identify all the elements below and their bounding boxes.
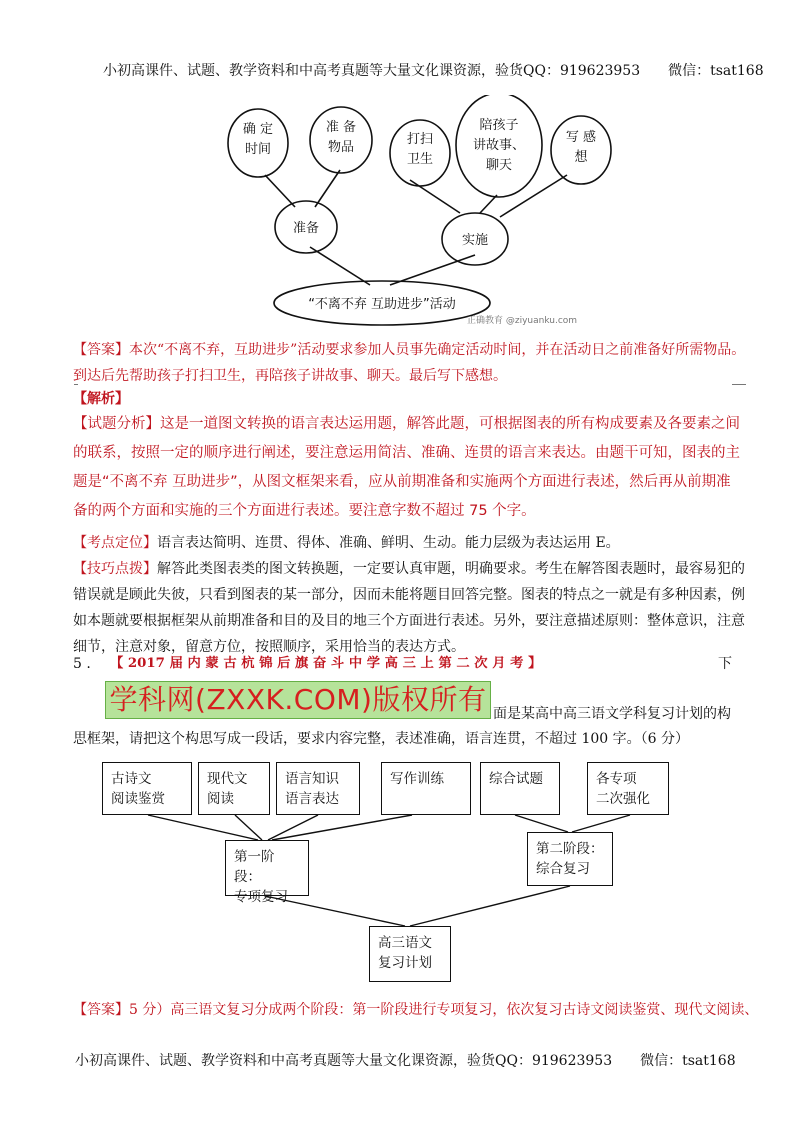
link-stage2-root (410, 886, 570, 926)
answer2-block (73, 997, 758, 1023)
box-text: 复习计划 (378, 955, 432, 971)
leaf-story-line2: 讲故事、 (472, 138, 526, 153)
answer2-tag: 【答案】 (73, 1002, 129, 1018)
analysis-line: 的联系，按照一定的顺序进行阐述，要注意运用简洁、准确、连贯的语言来表达。由题干可知，图表的主 (73, 445, 740, 461)
q5-number: 5 . (73, 656, 91, 672)
leaf-time-line2: 时间 (244, 142, 272, 157)
prepare-label: 准备 (292, 221, 320, 236)
root-activity-label: “不离不弃 互助进步”活动 (308, 297, 456, 312)
box-text: 第一阶段： (234, 849, 275, 885)
link-comprehensive-stage2 (515, 815, 568, 832)
link-special-stage2 (572, 815, 630, 832)
box-special-reinforce (587, 762, 669, 815)
leaf-items-line1: 准 备 (325, 120, 357, 135)
q5-line1: 面是某高中高三语文学科复习计划的构 (493, 706, 731, 722)
leaf-thoughts-line2: 想 (574, 150, 588, 165)
box-text: 现代文 (207, 771, 248, 787)
box-text: 古诗文 (111, 771, 152, 787)
box-review-plan-root (369, 926, 451, 982)
box-text: 写作训练 (390, 771, 444, 787)
analysis-line: 【试题分析】这是一道图文转换的语言表达运用题，解答此题，可根据图表的所有构成要素及各要素之间 (73, 416, 740, 432)
page-header: 小初高课件、试题、教学资料和中高考真题等大量文化课资源，验货QQ：919623953 微信：tsat168 (103, 63, 764, 79)
box-stage1 (225, 840, 309, 905)
q5-down: 下 (718, 656, 732, 672)
diagram-credit: 正确教育 @ziyuanku.com (467, 316, 578, 326)
box-text: 二次强化 (596, 791, 650, 807)
leaf-clean-line1: 打扫 (406, 132, 434, 147)
box-text: 语言表达 (285, 791, 339, 807)
box-text: 阅读 (207, 791, 234, 807)
jiqiao-line: 解答此类图表类的图文转换题，一定要认真审题，明确要求。考生在解答图表题时，最容易犯的 (157, 561, 745, 577)
box-comprehensive-test (480, 762, 560, 815)
box-writing-training (381, 762, 471, 815)
box-text: 各专项 (596, 771, 637, 787)
page-footer: 小初高课件、试题、教学资料和中高考真题等大量文化课资源，验货QQ：919623953 微信：tsat168 (75, 1053, 736, 1069)
answer1-line1: 本次“不离不弃，互助进步”活动要求参加人员事先确定活动时间，并在活动日之前准备好所需物品。 (129, 342, 746, 358)
box-stage2 (527, 832, 613, 886)
box-text: 综合复习 (536, 861, 590, 877)
box-text: 阅读鉴赏 (111, 791, 165, 807)
leaf-items-line2: 物品 (327, 140, 355, 155)
box-text: 高三语文 (378, 935, 432, 951)
leaf-story-line3: 聊天 (485, 158, 513, 173)
leaf-story-line1: 陪孩子 (479, 118, 519, 133)
box-text: 语言知识 (285, 771, 339, 787)
analysis-line: 备的两个方面和实施的三个方面进行表述。要注意字数不超过 75 个字。 (73, 503, 536, 519)
leaf-clean-line2: 卫生 (406, 152, 434, 167)
jiqiao-line: 错误就是顾此失彼，只看到图表的某一部分，因而未能将题目回答完整。图表的特点之一就是有多种因素，例 (73, 587, 745, 603)
q5-source: 【 2017 届 内 蒙 古 杭 锦 后 旗 奋 斗 中 学 高 三 上 第 二 次 月 考 】 (110, 656, 542, 671)
analysis-heading: 【解析】 (73, 391, 129, 407)
implement-label: 实施 (461, 233, 489, 248)
link-poetry-stage1 (148, 815, 258, 840)
kaodian-tag: 【考点定位】 (73, 535, 157, 551)
analysis-line: 题是“不离不弃 互助进步”，从图文框架来看，应从前期准备和实施两个方面进行表述，然后再从前期准 (73, 474, 731, 490)
kaodian-text: 语言表达简明、连贯、得体、准确、鲜明、生动。能力层级为表达运用 E。 (157, 535, 620, 551)
answer2-text: 5 分）高三语文复习分成两个阶段：第一阶段进行专项复习，依次复习古诗文阅读鉴赏、现代文阅读、 (129, 1002, 759, 1018)
answer1-tag: 【答案】 (73, 342, 129, 358)
answer1-line2: 到达后先帮助孩子打扫卫生，再陪孩子讲故事、聊天。最后写下感想。 (73, 368, 507, 384)
box-poetry-reading (102, 762, 192, 815)
leaf-thoughts-line1: 写 感 (565, 130, 597, 145)
jiqiao-line: 细节，注意对象，留意方位，按照顺序，采用恰当的表达方式。 (73, 639, 465, 655)
box-text: 综合试题 (489, 771, 543, 787)
copyright-watermark: 学科网(ZXXK.COM)版权所有 (105, 681, 491, 719)
box-language-knowledge (276, 762, 360, 815)
jiqiao-line: 如本题就要根据框架从前期准备和目的及目的地三个方面进行表述。另外，要注意描述原则：整体意识，注意 (73, 613, 745, 629)
box-text: 第二阶段： (536, 841, 604, 857)
box-modern-reading (198, 762, 270, 815)
leaf-time-line1: 确 定 (242, 122, 274, 137)
box-text: 专项复习 (234, 889, 288, 905)
q5-line2: 思框架，请把这个构思写成一段话，要求内容完整，表述准确，语言连贯，不超过 100 字。（6 分） (73, 731, 689, 747)
jiqiao-tag: 【技巧点拨】 (73, 561, 157, 577)
